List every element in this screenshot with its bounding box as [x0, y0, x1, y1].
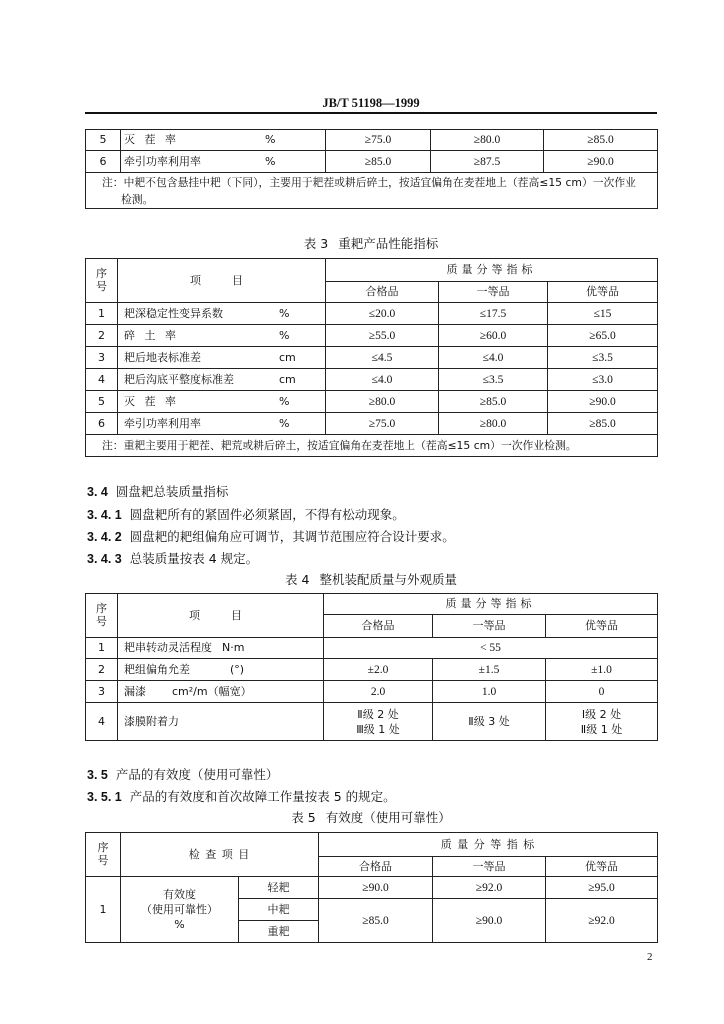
qualified-value: 2.0: [324, 681, 433, 703]
superior-value: ≥85.0: [548, 413, 658, 435]
section-heading: [87, 767, 278, 783]
header-serial-label: 序号: [96, 602, 107, 628]
row-number: 1: [86, 877, 121, 943]
item-label: 耙后地表标准差: [124, 350, 201, 364]
item-label: 耙串转动灵活程度: [124, 641, 212, 654]
item-cell: [118, 703, 324, 741]
clause-text: 圆盘耙的耙组偏角应可调节，其调节范围应符合设计要求。: [129, 529, 455, 544]
qualified-value: ±2.0: [324, 659, 433, 681]
all-grades-value: < 55: [324, 638, 658, 659]
qualified-value: ≥75.0: [326, 130, 431, 151]
table-row: [86, 325, 658, 347]
row-number: 6: [86, 151, 121, 173]
unit-label: %: [265, 154, 276, 168]
table-row: [86, 303, 658, 325]
table-row: [86, 391, 658, 413]
table-note-row: [86, 435, 658, 457]
item-cell: [118, 369, 326, 391]
item-cell: [118, 303, 326, 325]
table-5: [85, 832, 658, 943]
unit-label: cm²/m（幅宽）: [172, 684, 252, 698]
superior-value: [546, 703, 658, 741]
table-header-row: [86, 594, 658, 615]
header-qualified: 合格品: [326, 282, 439, 303]
header-superior: 优等品: [548, 282, 658, 303]
item-cell: [118, 638, 324, 659]
unit-label: N·m: [222, 641, 245, 654]
document-number: JB/T 51198—1999: [322, 96, 420, 110]
clause-text: 产品的有效度和首次故障工作量按表 5 的规定。: [129, 789, 396, 804]
table-note: [86, 173, 658, 209]
unit-label: %: [279, 394, 290, 408]
table-header-row: [86, 259, 658, 282]
item-label: 耙深稳定性变异系数: [124, 306, 223, 320]
clause-number: 3. 5. 1: [87, 790, 122, 804]
item-cell: [118, 681, 324, 703]
header-grade-group-label: 质 量 分 等 指 标: [440, 837, 536, 851]
item-cell: [121, 877, 239, 943]
first-class-value: ≥92.0: [433, 877, 546, 899]
unit-label: %: [279, 328, 290, 342]
qualified-value: [324, 703, 433, 741]
section-heading: [87, 484, 228, 500]
superior-value: ≥90.0: [544, 151, 658, 173]
clause-number: 3. 4. 1: [87, 508, 122, 522]
value-line: Ⅱ级 2 处: [357, 707, 399, 721]
table-header-row: [86, 833, 658, 857]
row-number: 4: [86, 369, 118, 391]
table-row: [86, 413, 658, 435]
table-row: [86, 877, 658, 899]
table-3-caption: [85, 236, 657, 252]
item-label: 牵引功率利用率: [124, 416, 201, 430]
harrow-type-light: 轻耙: [239, 877, 319, 899]
page-number: 2: [647, 951, 653, 963]
caption-number: 表 5: [291, 810, 316, 825]
row-number: 2: [86, 325, 118, 347]
first-class-value: ≥87.5: [431, 151, 544, 173]
table-5-caption: [85, 810, 657, 826]
header-item-label: 项 目: [189, 608, 252, 622]
item-cell: [118, 347, 326, 369]
item-label: 耙组偏角允差: [124, 662, 190, 676]
table-note: 注：重耙主要用于耙茬、耙荒或耕后碎土，按适宜偏角在麦茬地上（茬高≤15 cm）一次作业检测。: [86, 435, 658, 457]
table-note-row: [86, 173, 658, 209]
caption-number: 表 4: [285, 572, 310, 587]
item-label: 牵引功率利用率: [124, 154, 201, 168]
row-number: 1: [86, 638, 118, 659]
header-item: [121, 833, 319, 877]
row-number: 1: [86, 303, 118, 325]
clause: [87, 551, 258, 567]
superior-value: ≥85.0: [544, 130, 658, 151]
header-first-class: 一等品: [433, 857, 546, 877]
item-label: 漏漆: [124, 684, 146, 698]
value-line: Ⅲ级 1 处: [356, 722, 400, 736]
first-class-value: ≥60.0: [439, 325, 548, 347]
header-grade-group-label: 质量分等指标: [446, 263, 537, 276]
item-label: 漆膜附着力: [124, 714, 179, 728]
table-continuation: [85, 129, 658, 209]
caption-title: 整机装配质量与外观质量: [319, 572, 457, 587]
item-cell: [121, 130, 326, 151]
row-number: 3: [86, 681, 118, 703]
table-row: [86, 638, 658, 659]
clause-number: 3. 4. 3: [87, 552, 122, 566]
header-serial: [86, 259, 118, 303]
qualified-value: ≤4.0: [326, 369, 439, 391]
qualified-value: ≥90.0: [319, 877, 433, 899]
item-label: 碎 土 率: [124, 328, 179, 342]
header-superior: 优等品: [546, 615, 658, 638]
caption-title: 有效度（使用可靠性）: [325, 810, 451, 825]
table-row: [86, 369, 658, 391]
header-item: [118, 594, 324, 638]
clause: [87, 507, 405, 523]
row-number: 6: [86, 413, 118, 435]
superior-value: ≥92.0: [546, 899, 658, 943]
clause: [87, 529, 455, 545]
item-label-line: %: [174, 918, 185, 931]
first-class-value: [433, 703, 546, 741]
superior-value: ≥90.0: [548, 391, 658, 413]
item-label: 灭 茬 率: [124, 133, 179, 146]
row-number: 3: [86, 347, 118, 369]
item-cell: [118, 325, 326, 347]
header-first-class: 一等品: [439, 282, 548, 303]
item-cell: [121, 151, 326, 173]
item-label-line: 有效度: [163, 888, 196, 901]
unit-label: %: [279, 306, 290, 320]
item-cell: [118, 659, 324, 681]
table-row: [86, 130, 658, 151]
header-grade-group: [319, 833, 658, 857]
header-first-class: 一等品: [433, 615, 546, 638]
caption-title: 重耙产品性能指标: [338, 236, 439, 251]
header-serial: [86, 833, 121, 877]
superior-value: ≥65.0: [548, 325, 658, 347]
table-row: [86, 347, 658, 369]
header-grade-group-label: 质量分等指标: [445, 597, 536, 610]
row-number: 5: [86, 391, 118, 413]
superior-value: ±1.0: [546, 659, 658, 681]
value-line: Ⅱ级 1 处: [580, 722, 623, 736]
table-row: [86, 659, 658, 681]
unit-label: %: [279, 416, 290, 430]
qualified-value: ≤20.0: [326, 303, 439, 325]
table-3: [85, 258, 658, 457]
header-serial-label: 序号: [96, 267, 107, 293]
superior-value: ≤15: [548, 303, 658, 325]
qualified-value: ≥85.0: [326, 151, 431, 173]
header-item: [118, 259, 326, 303]
header-superior: 优等品: [546, 857, 658, 877]
header-serial-label: 序号: [97, 841, 109, 867]
table-row: [86, 151, 658, 173]
item-label-line: （使用可靠性）: [141, 903, 218, 916]
value-line: Ⅱ级 3 处: [468, 715, 510, 728]
note-line: 检测。: [121, 192, 154, 206]
item-cell: [118, 413, 326, 435]
header-grade-group: [324, 594, 658, 615]
table-row: [86, 703, 658, 741]
first-class-value: ≤4.0: [439, 347, 548, 369]
first-class-value: ≤3.5: [439, 369, 548, 391]
first-class-value: ≤17.5: [439, 303, 548, 325]
superior-value: ≥95.0: [546, 877, 658, 899]
header-serial: [86, 594, 118, 638]
value-line: Ⅰ级 2 处: [581, 707, 622, 721]
clause-number: 3. 4. 2: [87, 530, 122, 544]
item-cell: [118, 391, 326, 413]
section-title: 产品的有效度（使用可靠性）: [115, 767, 279, 782]
header-rule: [85, 112, 657, 114]
harrow-type-medium: 中耙: [239, 899, 319, 921]
table-4: [85, 593, 658, 741]
first-class-value: ≥85.0: [439, 391, 548, 413]
header-grade-group: [326, 259, 658, 282]
row-number: 5: [86, 130, 121, 151]
clause: [87, 789, 396, 805]
qualified-value: ≤4.5: [326, 347, 439, 369]
row-number: 2: [86, 659, 118, 681]
qualified-value: ≥80.0: [326, 391, 439, 413]
clause-text: 圆盘耙所有的紧固件必须紧固，不得有松动现象。: [129, 507, 405, 522]
unit-label: (°): [230, 662, 245, 676]
section-title: 圆盘耙总装质量指标: [115, 484, 229, 499]
first-class-value: ±1.5: [433, 659, 546, 681]
table-row: [86, 681, 658, 703]
first-class-value: ≥80.0: [439, 413, 548, 435]
note-line: 注：中耙不包含悬挂中耙（下同），主要用于耙茬或耕后碎土，按适宜偏角在麦茬地上（茬高≤15 cm）一次作业: [102, 175, 636, 189]
item-label: 灭 茬 率: [124, 394, 179, 408]
superior-value: ≤3.5: [548, 347, 658, 369]
unit-label: cm: [279, 372, 296, 386]
row-number: 4: [86, 703, 118, 741]
first-class-value: ≥90.0: [433, 899, 546, 943]
header-qualified: 合格品: [324, 615, 433, 638]
unit-label: %: [265, 133, 276, 146]
superior-value: ≤3.0: [548, 369, 658, 391]
qualified-value: ≥75.0: [326, 413, 439, 435]
harrow-type-heavy: 重耙: [239, 921, 319, 943]
superior-value: 0: [546, 681, 658, 703]
first-class-value: ≥80.0: [431, 130, 544, 151]
header-item-label: 项 目: [190, 273, 253, 287]
header-item-label: 检 查 项 目: [188, 847, 251, 861]
qualified-value: ≥85.0: [319, 899, 433, 943]
qualified-value: ≥55.0: [326, 325, 439, 347]
table-4-caption: [85, 572, 657, 588]
section-number: 3. 5: [87, 768, 108, 782]
item-label: 耙后沟底平整度标准差: [124, 372, 234, 386]
section-number: 3. 4: [87, 485, 108, 499]
header-qualified: 合格品: [319, 857, 433, 877]
unit-label: cm: [279, 350, 296, 364]
caption-number: 表 3: [303, 236, 329, 251]
first-class-value: 1.0: [433, 681, 546, 703]
clause-text: 总装质量按表 4 规定。: [129, 551, 259, 566]
